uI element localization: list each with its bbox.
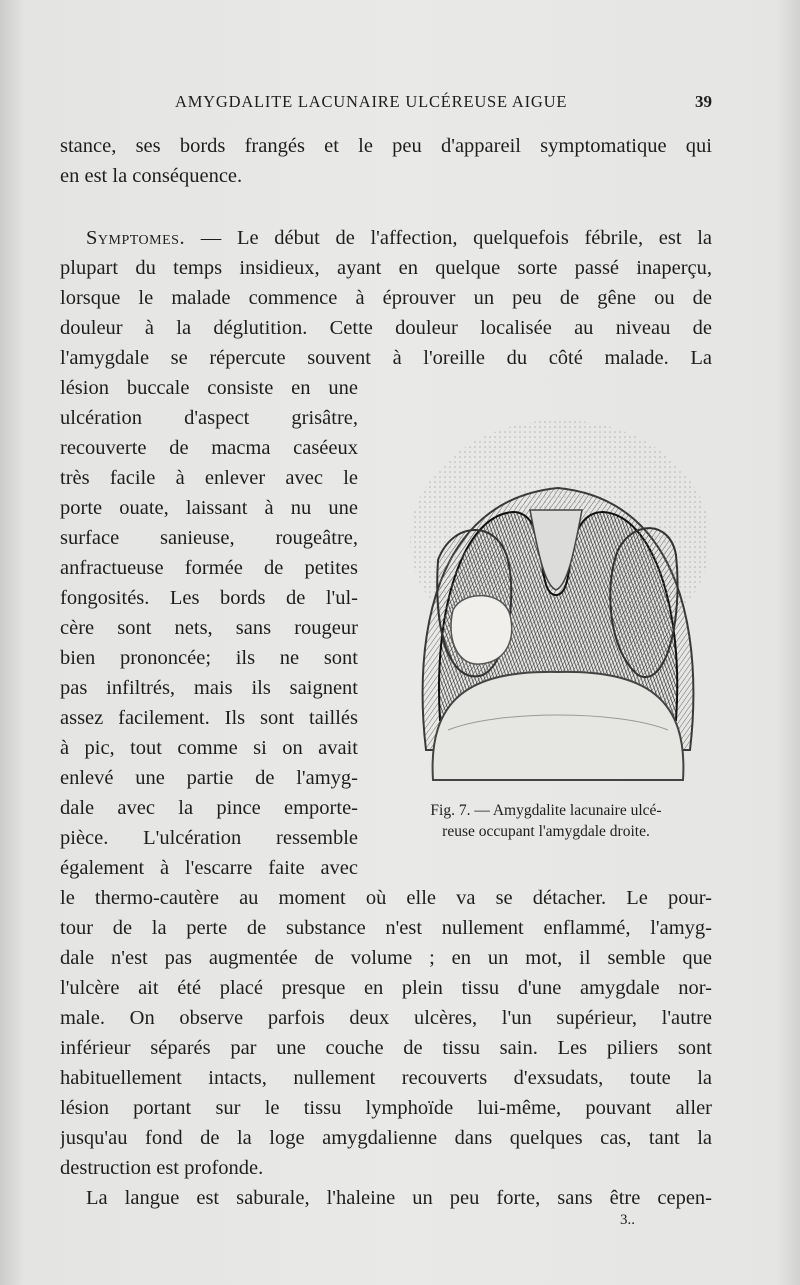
text-line: ulcération d'aspect grisâtre, xyxy=(60,407,358,429)
text-line: male. On observe parfois deux ulcères, l'un supérieur, l'autre xyxy=(60,1007,712,1029)
text-line: l'ulcère ait été placé presque en plein tissu d'une amygdale nor- xyxy=(60,977,712,999)
text-line: très facile à enlever avec le xyxy=(60,467,358,489)
caption-line: Fig. 7. — Amygdalite lacunaire ulcé- xyxy=(430,802,662,819)
text-line: à pic, tout comme si on avait xyxy=(60,737,358,759)
text-line: recouverte de macma caséeux xyxy=(60,437,358,459)
text-line: destruction est profonde. xyxy=(60,1157,264,1179)
text-line: jusqu'au fond de la loge amygdalienne dans quelques cas, tant la xyxy=(60,1127,712,1149)
text-line: dale n'est pas augmentée de volume ; en un mot, il semble que xyxy=(60,947,712,969)
text-line: lésion portant sur le tissu lymphoïde lui-même, pouvant aller xyxy=(60,1097,712,1119)
text-line: enlevé une partie de l'amyg- xyxy=(60,767,358,789)
ulceration xyxy=(451,596,512,665)
text-line xyxy=(60,223,712,254)
text-line: stance, ses bords frangés et le peu d'appareil symptomatique qui xyxy=(60,135,712,157)
text-line: inférieur séparés par une couche de tissu sain. Les piliers sont xyxy=(60,1037,712,1059)
text-line: lorsque le malade commence à éprouver un peu de gêne ou de xyxy=(60,287,712,309)
text-line: l'amygdale se répercute souvent à l'oreille du côté malade. La xyxy=(60,347,712,369)
page-number: 39 xyxy=(695,92,712,111)
text-line: assez facilement. Ils sont taillés xyxy=(60,707,358,729)
text-line: porte ouate, laissant à nu une xyxy=(60,497,358,519)
section-heading: Symptomes. xyxy=(86,227,186,249)
text-line: anfractueuse formée de petites xyxy=(60,557,358,579)
text-line: douleur à la déglutition. Cette douleur localisée au niveau de xyxy=(60,317,712,339)
text-line: pièce. L'ulcération ressemble xyxy=(60,827,358,849)
text-line: surface sanieuse, rougeâtre, xyxy=(60,527,358,549)
text-line: lésion buccale consiste en une xyxy=(60,377,358,399)
figure-caption xyxy=(378,800,714,842)
text-line: dale avec la pince emporte- xyxy=(60,797,358,819)
caption-line: reuse occupant l'amygdale droite. xyxy=(442,823,650,840)
signature-mark: 3.. xyxy=(620,1212,635,1228)
text-line: le thermo-cautère au moment où elle va se détacher. Le pour- xyxy=(60,887,712,909)
text-line: La langue est saburale, l'haleine un peu forte, sans être cepen- xyxy=(86,1187,712,1209)
text-line: plupart du temps insidieux, ayant en quelque sorte passé inaperçu, xyxy=(60,257,712,279)
text-line: habituellement intacts, nullement recouverts d'exsudats, toute la xyxy=(60,1067,712,1089)
throat-illustration xyxy=(408,390,708,790)
text-line-body: — Le début de l'affection, quelquefois fébrile, est la xyxy=(200,227,712,249)
text-line: bien prononcée; ils ne sont xyxy=(60,647,358,669)
running-title: AMYGDALITE LACUNAIRE ULCÉREUSE AIGUE xyxy=(175,92,568,111)
text-line: en est la conséquence. xyxy=(60,165,243,187)
text-line: cère sont nets, sans rougeur xyxy=(60,617,358,639)
tongue xyxy=(433,672,684,780)
page-header xyxy=(60,92,712,118)
text-line: fongosités. Les bords de l'ul- xyxy=(60,587,358,609)
text-line: pas infiltrés, mais ils saignent xyxy=(60,677,358,699)
text-line: également à l'escarre faite avec xyxy=(60,857,358,879)
text-line: tour de la perte de substance n'est nullement enflammé, l'amyg- xyxy=(60,917,712,939)
